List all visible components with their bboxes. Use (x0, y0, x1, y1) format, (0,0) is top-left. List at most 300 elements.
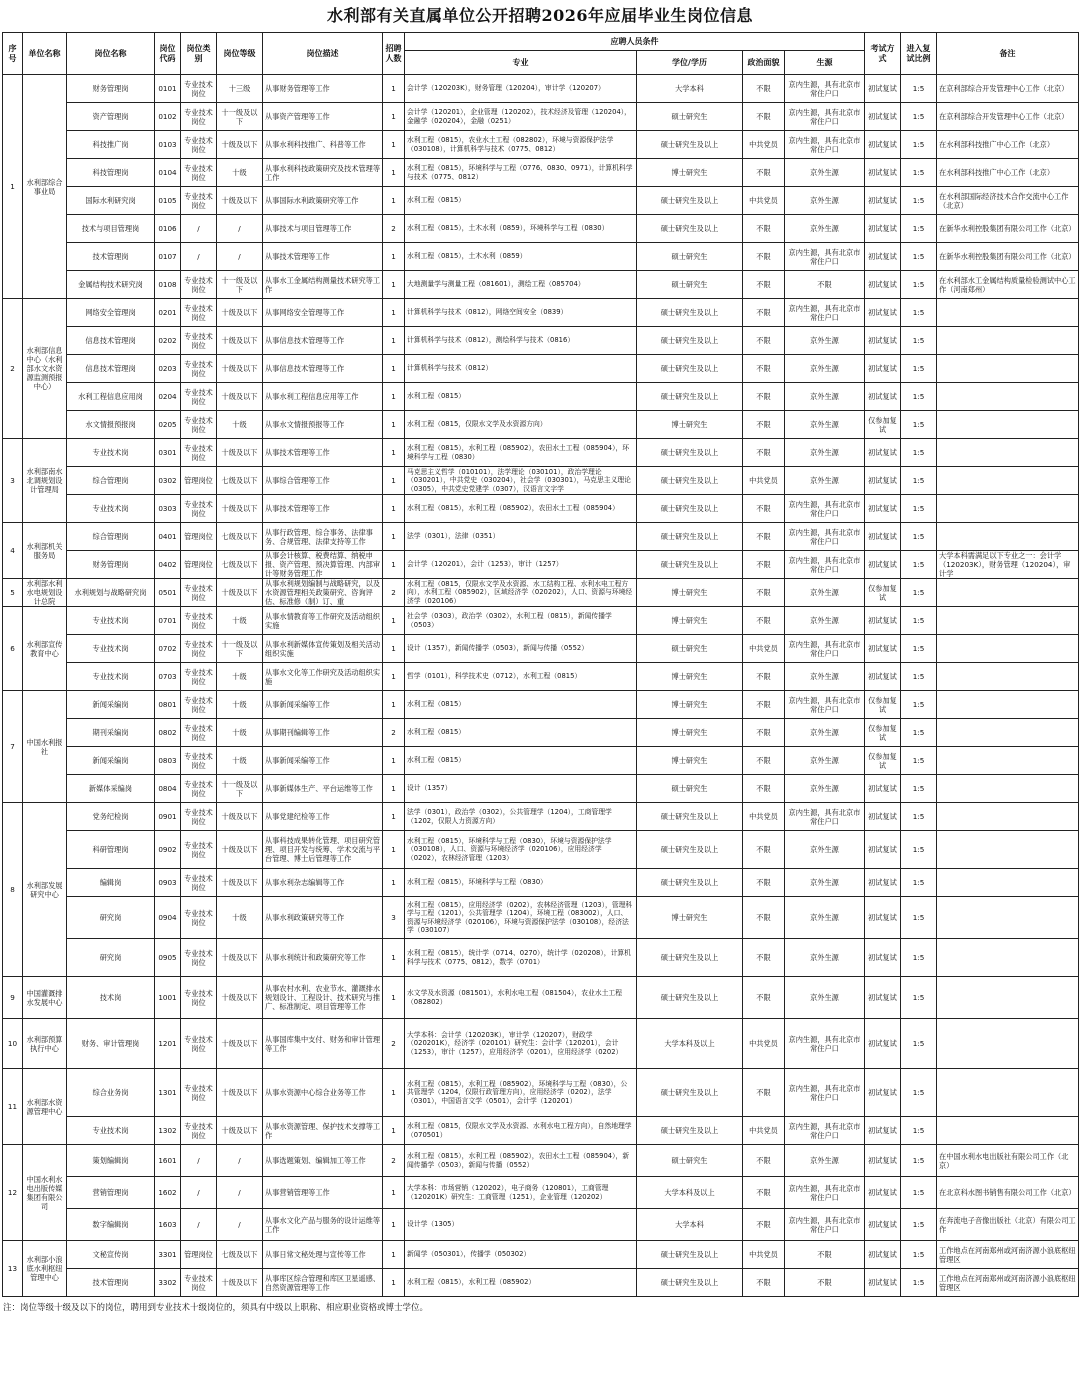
table-row (3, 215, 1079, 243)
cell-pos-desc: 从事党建纪检等工作 (263, 803, 383, 831)
cell-major: 设计（1357） (405, 775, 637, 803)
cell-remark: 在京利部综合开发管理中心工作（北京） (937, 103, 1079, 131)
cell-pos-level: 十级 (217, 719, 263, 747)
cell-exam-mode: 初试复试 (865, 1145, 901, 1177)
cell-pos-level: 十级及以下 (217, 187, 263, 215)
cell-origin: 京外生源 (785, 869, 865, 897)
cell-exam-mode: 初试复试 (865, 523, 901, 551)
cell-political: 不限 (743, 663, 785, 691)
cell-major: 水利工程（0815，仅限水文学及水资源、水工结构工程、水利水电工程方向），水利工程（085902），区域经济学（020202），人口、资源与环境经济学（020106） (405, 579, 637, 607)
cell-political: 不限 (743, 159, 785, 187)
cell-pos-name: 综合业务岗 (67, 1069, 155, 1117)
cell-pos-desc: 从事水利科技推广、科普等工作 (263, 131, 383, 159)
cell-political: 不限 (743, 551, 785, 579)
cell-seq: 1 (3, 75, 23, 299)
cell-pos-name: 研究岗 (67, 897, 155, 939)
cell-exam-mode: 仅参加复试 (865, 579, 901, 607)
cell-major: 水利工程（0815） (405, 691, 637, 719)
cell-recruit-num: 1 (383, 411, 405, 439)
table-row (3, 939, 1079, 977)
cell-pos-type: 专业技术岗位 (181, 691, 217, 719)
cell-pos-type: 专业技术岗位 (181, 327, 217, 355)
cell-pos-level: 十级及以下 (217, 439, 263, 467)
cell-major: 水利工程（0815），应用经济学（0202），农林经济管理（1203），管理科学与工程（1201），公共管理学（1204），环境工程（083002），人口、资源与环境经济学（020106），环境与资源保护法学（030108），经济法学（030107） (405, 897, 637, 939)
cell-recruit-num: 1 (383, 1117, 405, 1145)
cell-remark: 在水利部科技推广中心工作（北京） (937, 131, 1079, 159)
cell-pos-code: 0108 (155, 271, 181, 299)
cell-recruit-num: 1 (383, 271, 405, 299)
cell-pos-name: 文秘宣传岗 (67, 1241, 155, 1269)
table-row (3, 75, 1079, 103)
cell-pos-level: / (217, 1209, 263, 1241)
cell-degree: 硕士研究生及以上 (637, 439, 743, 467)
cell-degree: 硕士研究生及以上 (637, 551, 743, 579)
cell-degree: 博士研究生 (637, 897, 743, 939)
cell-pos-level: 十级及以下 (217, 977, 263, 1019)
cell-major: 大学本科：市场营销（120202），电子商务（120801），工商管理（120201K）研究生：工商管理（1251），企业管理（120202） (405, 1177, 637, 1209)
cell-origin: 京内生源，具有北京市常住户口 (785, 299, 865, 327)
cell-ratio: 1:5 (901, 579, 937, 607)
cell-remark: 工作地点在河南郑州或河南济源小浪底枢纽管理区 (937, 1241, 1079, 1269)
cell-pos-level: 十级 (217, 747, 263, 775)
cell-pos-name: 新媒体采编岗 (67, 775, 155, 803)
cell-pos-level: 十级及以下 (217, 579, 263, 607)
cell-major: 法学（0301），政治学（0302），公共管理学（1204），工商管理学（1202，仅限人力资源方向） (405, 803, 637, 831)
cell-unit: 中国水利报社 (23, 691, 67, 803)
cell-origin: 不限 (785, 1269, 865, 1297)
table-row (3, 1269, 1079, 1297)
table-row (3, 579, 1079, 607)
cell-exam-mode: 初试复试 (865, 663, 901, 691)
cell-major: 计算机科学与技术（0812），测绘科学与技术（0816） (405, 327, 637, 355)
cell-seq: 9 (3, 977, 23, 1019)
cell-ratio: 1:5 (901, 1069, 937, 1117)
cell-political: 不限 (743, 299, 785, 327)
cell-pos-desc: 从事综合管理等工作 (263, 467, 383, 495)
cell-ratio: 1:5 (901, 355, 937, 383)
cell-origin: 京外生源 (785, 579, 865, 607)
table-row (3, 411, 1079, 439)
cell-exam-mode: 初试复试 (865, 243, 901, 271)
cell-pos-name: 专业技术岗 (67, 635, 155, 663)
cell-exam-mode: 初试复试 (865, 869, 901, 897)
cell-degree: 大学本科 (637, 75, 743, 103)
cell-unit: 水利部南水北调规划设计管理局 (23, 439, 67, 523)
cell-pos-desc: 从事技术管理等工作 (263, 495, 383, 523)
cell-recruit-num: 1 (383, 977, 405, 1019)
cell-ratio: 1:5 (901, 607, 937, 635)
cell-pos-type: 管理岗位 (181, 551, 217, 579)
cell-pos-type: 专业技术岗位 (181, 271, 217, 299)
cell-major: 社会学（0303），政治学（0302），水利工程（0815），新闻传播学（0503） (405, 607, 637, 635)
cell-pos-desc: 从事新闻采编等工作 (263, 747, 383, 775)
table-body (3, 75, 1079, 1297)
cell-origin: 京外生源 (785, 663, 865, 691)
table-row (3, 607, 1079, 635)
cell-pos-desc: 从事信息技术管理等工作 (263, 327, 383, 355)
cell-origin: 京内生源，具有北京市常住户口 (785, 1069, 865, 1117)
cell-pos-desc: 从事水利统计和政策研究等工作 (263, 939, 383, 977)
cell-degree: 硕士研究生及以上 (637, 467, 743, 495)
cell-exam-mode: 初试复试 (865, 551, 901, 579)
cell-ratio: 1:5 (901, 1241, 937, 1269)
cell-seq: 5 (3, 579, 23, 607)
cell-pos-type: / (181, 215, 217, 243)
cell-exam-mode: 初试复试 (865, 939, 901, 977)
cell-pos-name: 资产管理岗 (67, 103, 155, 131)
cell-unit: 水利部宣传教育中心 (23, 607, 67, 691)
cell-pos-name: 专业技术岗 (67, 1117, 155, 1145)
cell-ratio: 1:5 (901, 831, 937, 869)
cell-pos-level: 十级及以下 (217, 869, 263, 897)
cell-pos-code: 0107 (155, 243, 181, 271)
cell-degree: 硕士研究生 (637, 271, 743, 299)
cell-pos-name: 综合管理岗 (67, 523, 155, 551)
table-row (3, 187, 1079, 215)
cell-pos-type: 专业技术岗位 (181, 897, 217, 939)
cell-degree: 硕士研究生及以上 (637, 327, 743, 355)
cell-major: 新闻学（050301），传播学（050302） (405, 1241, 637, 1269)
cell-remark: 大学本科需满足以下专业之一：会计学（120203K），财务管理（120204），审计学 (937, 551, 1079, 579)
cell-pos-desc: 从事选题策划、编辑加工等工作 (263, 1145, 383, 1177)
cell-political: 中共党员 (743, 131, 785, 159)
cell-political: 不限 (743, 411, 785, 439)
cell-exam-mode: 初试复试 (865, 383, 901, 411)
cell-exam-mode: 初试复试 (865, 1019, 901, 1069)
cell-remark: 在中国水利水电出版社有限公司工作（北京） (937, 1145, 1079, 1177)
cell-pos-name: 综合管理岗 (67, 467, 155, 495)
cell-ratio: 1:5 (901, 327, 937, 355)
cell-remark (937, 939, 1079, 977)
cell-pos-name: 新闻采编岗 (67, 691, 155, 719)
cell-pos-code: 0202 (155, 327, 181, 355)
cell-pos-desc: 从事水利新媒体宣传策划及相关活动组织实施 (263, 635, 383, 663)
cell-political: 不限 (743, 719, 785, 747)
cell-origin: 京内生源，具有北京市常住户口 (785, 75, 865, 103)
cell-pos-name: 编辑岗 (67, 869, 155, 897)
cell-origin: 京内生源，具有北京市常住户口 (785, 103, 865, 131)
cell-pos-type: 专业技术岗位 (181, 75, 217, 103)
cell-pos-code: 0103 (155, 131, 181, 159)
header-major: 专业 (405, 51, 637, 75)
cell-pos-name: 网络安全管理岗 (67, 299, 155, 327)
cell-pos-code: 0104 (155, 159, 181, 187)
cell-pos-level: 十级及以下 (217, 495, 263, 523)
table-row (3, 495, 1079, 523)
cell-political: 不限 (743, 523, 785, 551)
cell-ratio: 1:5 (901, 803, 937, 831)
cell-pos-type: 专业技术岗位 (181, 831, 217, 869)
cell-pos-code: 0905 (155, 939, 181, 977)
cell-pos-type: 专业技术岗位 (181, 747, 217, 775)
cell-remark (937, 327, 1079, 355)
cell-remark (937, 467, 1079, 495)
table-row (3, 747, 1079, 775)
cell-pos-name: 财务管理岗 (67, 551, 155, 579)
cell-major: 会计学（120201），企业管理（120202），技术经济及管理（120204），金融学（020204），金融（0251） (405, 103, 637, 131)
table-row (3, 1209, 1079, 1241)
cell-pos-desc: 从事科技成果转化管理、项目研究管理、项目开发与统筹、学术交流与平台管理、博士后管理等工作 (263, 831, 383, 869)
cell-pos-type: 专业技术岗位 (181, 299, 217, 327)
cell-pos-type: 专业技术岗位 (181, 869, 217, 897)
cell-ratio: 1:5 (901, 495, 937, 523)
table-row (3, 327, 1079, 355)
cell-exam-mode: 初试复试 (865, 215, 901, 243)
cell-major: 会计学（120203K），财务管理（120204），审计学（120207） (405, 75, 637, 103)
cell-pos-code: 0205 (155, 411, 181, 439)
cell-degree: 硕士研究生及以上 (637, 939, 743, 977)
cell-remark (937, 607, 1079, 635)
cell-pos-desc: 从事水情教育等工作研究及活动组织实施 (263, 607, 383, 635)
cell-remark (937, 803, 1079, 831)
cell-recruit-num: 3 (383, 897, 405, 939)
cell-political: 不限 (743, 271, 785, 299)
cell-pos-type: 管理岗位 (181, 1241, 217, 1269)
table-row (3, 1241, 1079, 1269)
cell-origin: 京外生源 (785, 607, 865, 635)
cell-pos-desc: 从事库区综合管理和库区卫星遥感、自然资源管理等工作 (263, 1269, 383, 1297)
cell-remark (937, 1019, 1079, 1069)
cell-pos-level: 十一级及以下 (217, 103, 263, 131)
cell-pos-level: 十级 (217, 607, 263, 635)
cell-pos-level: 十级及以下 (217, 383, 263, 411)
cell-major: 水利工程（0815），环境科学与工程（0776、0830、0971），计算机科学与技术（0775、0812） (405, 159, 637, 187)
cell-pos-desc: 从事水文情报预报等工作 (263, 411, 383, 439)
cell-pos-desc: 从事财务管理等工作 (263, 75, 383, 103)
cell-remark: 在北京科水图书销售有限公司工作（北京） (937, 1177, 1079, 1209)
cell-major: 哲学（0101），科学技术史（0712），水利工程（0815） (405, 663, 637, 691)
cell-degree: 硕士研究生及以上 (637, 1241, 743, 1269)
cell-remark (937, 691, 1079, 719)
cell-pos-code: 0802 (155, 719, 181, 747)
cell-pos-type: 专业技术岗位 (181, 355, 217, 383)
cell-remark: 在水利部科技推广中心工作（北京） (937, 159, 1079, 187)
cell-pos-type: 专业技术岗位 (181, 977, 217, 1019)
cell-seq: 7 (3, 691, 23, 803)
cell-major: 法学（0301），法律（0351） (405, 523, 637, 551)
cell-degree: 硕士研究生及以上 (637, 1117, 743, 1145)
header-seq: 序号 (3, 33, 23, 75)
cell-pos-code: 0201 (155, 299, 181, 327)
cell-ratio: 1:5 (901, 159, 937, 187)
cell-degree: 硕士研究生及以上 (637, 299, 743, 327)
footnote: 注：岗位等级十级及以下的岗位，聘用到专业技术十级岗位的，须具有中级以上职称、相应职业资格或博士学位。 (3, 1303, 429, 1313)
cell-exam-mode: 初试复试 (865, 1177, 901, 1209)
table-row (3, 897, 1079, 939)
cell-political: 不限 (743, 1209, 785, 1241)
cell-pos-code: 0401 (155, 523, 181, 551)
cell-degree: 硕士研究生及以上 (637, 131, 743, 159)
cell-pos-type: 专业技术岗位 (181, 635, 217, 663)
cell-seq: 3 (3, 439, 23, 523)
cell-pos-type: / (181, 1209, 217, 1241)
cell-exam-mode: 初试复试 (865, 831, 901, 869)
cell-origin: 京外生源 (785, 215, 865, 243)
cell-origin: 京内生源，具有北京市常住户口 (785, 635, 865, 663)
cell-pos-level: 十级及以下 (217, 327, 263, 355)
cell-pos-level: 十级及以下 (217, 803, 263, 831)
cell-pos-level: / (217, 243, 263, 271)
cell-pos-desc: 从事期刊编辑等工作 (263, 719, 383, 747)
cell-pos-level: 七级及以下 (217, 551, 263, 579)
cell-origin: 京内生源，具有北京市常住户口 (785, 131, 865, 159)
cell-major: 水利工程（0815） (405, 383, 637, 411)
cell-pos-type: / (181, 243, 217, 271)
cell-major: 水利工程（0815），农业水土工程（082802），环境与资源保护法学（030108），计算机科学与技术（0775、0812） (405, 131, 637, 159)
header-ratio: 进入复试比例 (901, 33, 937, 75)
cell-political: 不限 (743, 897, 785, 939)
cell-seq: 4 (3, 523, 23, 579)
cell-major: 会计学（120201），会计（1253），审计（1257） (405, 551, 637, 579)
cell-ratio: 1:5 (901, 869, 937, 897)
cell-pos-type: 专业技术岗位 (181, 1269, 217, 1297)
cell-pos-level: 十级及以下 (217, 355, 263, 383)
cell-unit: 中国灌溉排水发展中心 (23, 977, 67, 1019)
cell-recruit-num: 1 (383, 607, 405, 635)
cell-remark (937, 977, 1079, 1019)
cell-degree: 硕士研究生及以上 (637, 187, 743, 215)
cell-unit: 水利部小浪底水利枢纽管理中心 (23, 1241, 67, 1297)
header-remarks: 备注 (937, 33, 1079, 75)
cell-pos-level: 十一级及以下 (217, 635, 263, 663)
cell-pos-desc: 从事资产管理等工作 (263, 103, 383, 131)
cell-origin: 京内生源，具有北京市常住户口 (785, 523, 865, 551)
cell-pos-name: 技术岗 (67, 977, 155, 1019)
cell-pos-code: 0903 (155, 869, 181, 897)
cell-seq: 2 (3, 299, 23, 439)
cell-political: 不限 (743, 775, 785, 803)
cell-pos-name: 专业技术岗 (67, 607, 155, 635)
cell-recruit-num: 1 (383, 495, 405, 523)
cell-remark (937, 439, 1079, 467)
cell-pos-code: 1201 (155, 1019, 181, 1069)
cell-recruit-num: 1 (383, 831, 405, 869)
table-row (3, 977, 1079, 1019)
cell-major: 水利工程（0815） (405, 187, 637, 215)
cell-pos-name: 财务、审计管理岗 (67, 1019, 155, 1069)
cell-origin: 京外生源 (785, 439, 865, 467)
cell-political: 中共党员 (743, 803, 785, 831)
cell-origin: 京外生源 (785, 187, 865, 215)
cell-ratio: 1:5 (901, 1209, 937, 1241)
cell-pos-code: 0904 (155, 897, 181, 939)
cell-pos-type: 专业技术岗位 (181, 663, 217, 691)
cell-political: 不限 (743, 977, 785, 1019)
table-header (3, 33, 1079, 75)
cell-origin: 京外生源 (785, 719, 865, 747)
cell-remark (937, 1069, 1079, 1117)
cell-recruit-num: 1 (383, 159, 405, 187)
cell-pos-code: 1302 (155, 1117, 181, 1145)
cell-major: 设计学（1305） (405, 1209, 637, 1241)
cell-remark (937, 635, 1079, 663)
cell-origin: 京外生源 (785, 939, 865, 977)
cell-origin: 京内生源，具有北京市常住户口 (785, 691, 865, 719)
cell-remark: 在京利部综合开发管理中心工作（北京） (937, 75, 1079, 103)
cell-pos-code: 1601 (155, 1145, 181, 1177)
table-row (3, 383, 1079, 411)
cell-political: 不限 (743, 579, 785, 607)
cell-recruit-num: 1 (383, 243, 405, 271)
cell-unit: 水利部机关服务局 (23, 523, 67, 579)
cell-major: 计算机科学与技术（0812），网络空间安全（0839） (405, 299, 637, 327)
cell-exam-mode: 初试复试 (865, 1209, 901, 1241)
cell-pos-code: 0301 (155, 439, 181, 467)
cell-pos-code: 0105 (155, 187, 181, 215)
cell-unit: 水利部信息中心（水利部水文水资源监测预报中心） (23, 299, 67, 439)
cell-pos-code: 0804 (155, 775, 181, 803)
cell-remark: 在水利部国际经济技术合作交流中心工作（北京） (937, 187, 1079, 215)
cell-pos-name: 新闻采编岗 (67, 747, 155, 775)
cell-recruit-num: 1 (383, 103, 405, 131)
cell-pos-level: 十级及以下 (217, 1069, 263, 1117)
cell-pos-name: 国际水利研究岗 (67, 187, 155, 215)
cell-pos-name: 专业技术岗 (67, 439, 155, 467)
cell-major: 水利工程（0815），水利工程（085902） (405, 1269, 637, 1297)
cell-pos-level: 十级及以下 (217, 1117, 263, 1145)
cell-major: 水利工程（0815），环境科学与工程（0830） (405, 869, 637, 897)
table-row (3, 1069, 1079, 1117)
table-row (3, 1177, 1079, 1209)
cell-pos-desc: 从事水资源中心综合业务等工作 (263, 1069, 383, 1117)
cell-pos-level: 七级及以下 (217, 523, 263, 551)
cell-seq: 8 (3, 803, 23, 977)
table-row (3, 159, 1079, 187)
table-row (3, 803, 1079, 831)
cell-major: 水文学及水资源（081501），水利水电工程（081504），农业水土工程（082802） (405, 977, 637, 1019)
cell-political: 不限 (743, 939, 785, 977)
cell-degree: 硕士研究生 (637, 775, 743, 803)
cell-ratio: 1:5 (901, 1177, 937, 1209)
cell-political: 中共党员 (743, 467, 785, 495)
cell-pos-level: 十级及以下 (217, 831, 263, 869)
cell-ratio: 1:5 (901, 131, 937, 159)
cell-unit: 水利部水利水电规划设计总院 (23, 579, 67, 607)
cell-exam-mode: 初试复试 (865, 131, 901, 159)
cell-origin: 京内生源，具有北京市常住户口 (785, 1177, 865, 1209)
cell-major: 水利工程（0815），土木水利（0859），环境科学与工程（0830） (405, 215, 637, 243)
header-exam-mode: 考试方式 (865, 33, 901, 75)
cell-pos-desc: 从事水文化产品与服务的设计运维等工作 (263, 1209, 383, 1241)
cell-degree: 硕士研究生及以上 (637, 383, 743, 411)
cell-pos-level: 十级及以下 (217, 1269, 263, 1297)
cell-origin: 京外生源 (785, 775, 865, 803)
cell-ratio: 1:5 (901, 187, 937, 215)
cell-major: 水利工程（0815），水利工程（085902），农田水土工程（085904），新闻传播学（0503），新闻与传播（0552） (405, 1145, 637, 1177)
cell-unit: 水利部发展研究中心 (23, 803, 67, 977)
cell-major: 大地测量学与测量工程（081601），测绘工程（085704） (405, 271, 637, 299)
cell-degree: 硕士研究生及以上 (637, 1269, 743, 1297)
cell-pos-name: 技术管理岗 (67, 1269, 155, 1297)
cell-pos-code: 1001 (155, 977, 181, 1019)
table-row (3, 869, 1079, 897)
cell-pos-type: 专业技术岗位 (181, 775, 217, 803)
header-pos-type: 岗位类别 (181, 33, 217, 75)
cell-pos-desc: 从事会计核算、税费结算、纳税申报、资产管理、预决算管理、内部审计等财务管理工作 (263, 551, 383, 579)
cell-exam-mode: 仅参加复试 (865, 411, 901, 439)
cell-pos-name: 信息技术管理岗 (67, 327, 155, 355)
cell-degree: 硕士研究生 (637, 1145, 743, 1177)
cell-pos-code: 0102 (155, 103, 181, 131)
cell-pos-type: 专业技术岗位 (181, 411, 217, 439)
cell-ratio: 1:5 (901, 103, 937, 131)
table-row (3, 355, 1079, 383)
cell-exam-mode: 初试复试 (865, 327, 901, 355)
cell-remark (937, 383, 1079, 411)
cell-pos-desc: 从事水文化等工作研究及活动组织实施 (263, 663, 383, 691)
cell-major: 计算机科学与技术（0812） (405, 355, 637, 383)
cell-pos-code: 0402 (155, 551, 181, 579)
